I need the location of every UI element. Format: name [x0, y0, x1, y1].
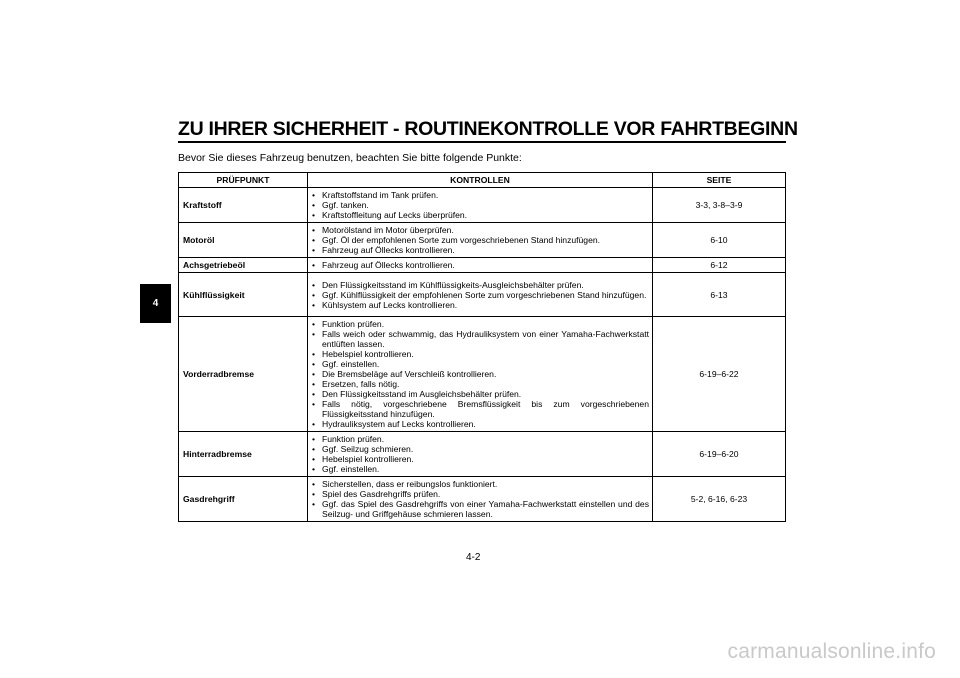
check-list	[312, 260, 649, 270]
page-reference: 5-2, 6-16, 6-23	[653, 477, 786, 522]
check-list	[312, 479, 649, 519]
table-body	[179, 188, 786, 522]
check-point: Motoröl	[179, 223, 308, 258]
check-item: • Hebelspiel kontrollieren.	[312, 349, 649, 359]
table-header-row	[179, 173, 786, 188]
check-list-cell	[308, 188, 653, 223]
check-point: Vorderradbremse	[179, 317, 308, 432]
check-item: • Falls nötig, vorgeschriebene Bremsflüssigkeit bis zum vorgeschriebenen Flüssigkeitsstand hinzufügen.	[312, 399, 649, 419]
check-list-cell	[308, 477, 653, 522]
check-point: Kühlflüssigkeit	[179, 273, 308, 317]
table-row	[179, 273, 786, 317]
check-item: • Ggf. tanken.	[312, 200, 649, 210]
check-list	[312, 225, 649, 255]
table-row	[179, 477, 786, 522]
check-item: • Ggf. Seilzug schmieren.	[312, 444, 649, 454]
check-item: • Den Flüssigkeitsstand im Kühlflüssigkeits-Ausgleichsbehälter prüfen.	[312, 280, 649, 290]
check-item: • Ggf. Kühlflüssigkeit der empfohlenen Sorte zum vorgeschriebenen Stand hinzufügen.	[312, 290, 649, 300]
check-list	[312, 190, 649, 220]
page-reference: 6-12	[653, 258, 786, 273]
page-reference: 6-19–6-20	[653, 432, 786, 477]
title-rule	[178, 141, 786, 143]
check-item: • Ersetzen, falls nötig.	[312, 379, 649, 389]
check-item: • Funktion prüfen.	[312, 319, 649, 329]
page-title: ZU IHRER SICHERHEIT - ROUTINEKONTROLLE VOR FAHRTBEGINN	[178, 118, 798, 140]
check-item: • Motorölstand im Motor überprüfen.	[312, 225, 649, 235]
chapter-tab	[140, 284, 171, 323]
page-reference: 3-3, 3-8–3-9	[653, 188, 786, 223]
check-item: • Hydrauliksystem auf Lecks kontrollieren.	[312, 419, 649, 429]
check-point: Hinterradbremse	[179, 432, 308, 477]
table-row	[179, 258, 786, 273]
table-row	[179, 317, 786, 432]
check-item: • Hebelspiel kontrollieren.	[312, 454, 649, 464]
intro-text: Bevor Sie dieses Fahrzeug benutzen, beachten Sie bitte folgende Punkte:	[178, 152, 522, 164]
check-item: • Kühlsystem auf Lecks kontrollieren.	[312, 300, 649, 310]
check-list-cell	[308, 432, 653, 477]
header-kontrollen: KONTROLLEN	[308, 173, 653, 188]
check-list-cell	[308, 317, 653, 432]
check-list	[312, 434, 649, 474]
check-item: • Spiel des Gasdrehgriffs prüfen.	[312, 489, 649, 499]
check-item: • Fahrzeug auf Öllecks kontrollieren.	[312, 260, 649, 270]
page-reference: 6-19–6-22	[653, 317, 786, 432]
check-item: • Ggf. das Spiel des Gasdrehgriffs von einer Yamaha-Fachwerkstatt einstellen und des Seilzug- und Griffgehäuse schmieren lassen.	[312, 499, 649, 519]
page-number: 4-2	[466, 552, 481, 563]
page-reference: 6-13	[653, 273, 786, 317]
header-pruefpunkt: PRÜFPUNKT	[179, 173, 308, 188]
check-list-cell	[308, 273, 653, 317]
check-point: Achsgetriebeöl	[179, 258, 308, 273]
watermark: carmanualsonline.info	[727, 640, 936, 663]
table-row	[179, 432, 786, 477]
check-item: • Funktion prüfen.	[312, 434, 649, 444]
check-list	[312, 319, 649, 429]
check-list-cell	[308, 258, 653, 273]
check-point: Kraftstoff	[179, 188, 308, 223]
check-point: Gasdrehgriff	[179, 477, 308, 522]
check-list	[312, 280, 649, 310]
check-item: • Kraftstoffleitung auf Lecks überprüfen.	[312, 210, 649, 220]
check-list-cell	[308, 223, 653, 258]
header-seite: SEITE	[653, 173, 786, 188]
check-item: • Kraftstoffstand im Tank prüfen.	[312, 190, 649, 200]
check-item: • Falls weich oder schwammig, das Hydrauliksystem von einer Yamaha-Fachwerkstatt entlüften lassen.	[312, 329, 649, 349]
page-reference: 6-10	[653, 223, 786, 258]
routine-check-table	[178, 172, 786, 522]
table-row	[179, 188, 786, 223]
check-item: • Fahrzeug auf Öllecks kontrollieren.	[312, 245, 649, 255]
table-row	[179, 223, 786, 258]
check-item: • Sicherstellen, dass er reibungslos funktioniert.	[312, 479, 649, 489]
check-item: • Ggf. einstellen.	[312, 464, 649, 474]
check-item: • Die Bremsbeläge auf Verschleiß kontrollieren.	[312, 369, 649, 379]
check-item: • Ggf. Öl der empfohlenen Sorte zum vorgeschriebenen Stand hinzufügen.	[312, 235, 649, 245]
check-item: • Ggf. einstellen.	[312, 359, 649, 369]
chapter-tab-number: 4	[152, 298, 159, 309]
check-item: • Den Flüssigkeitsstand im Ausgleichsbehälter prüfen.	[312, 389, 649, 399]
